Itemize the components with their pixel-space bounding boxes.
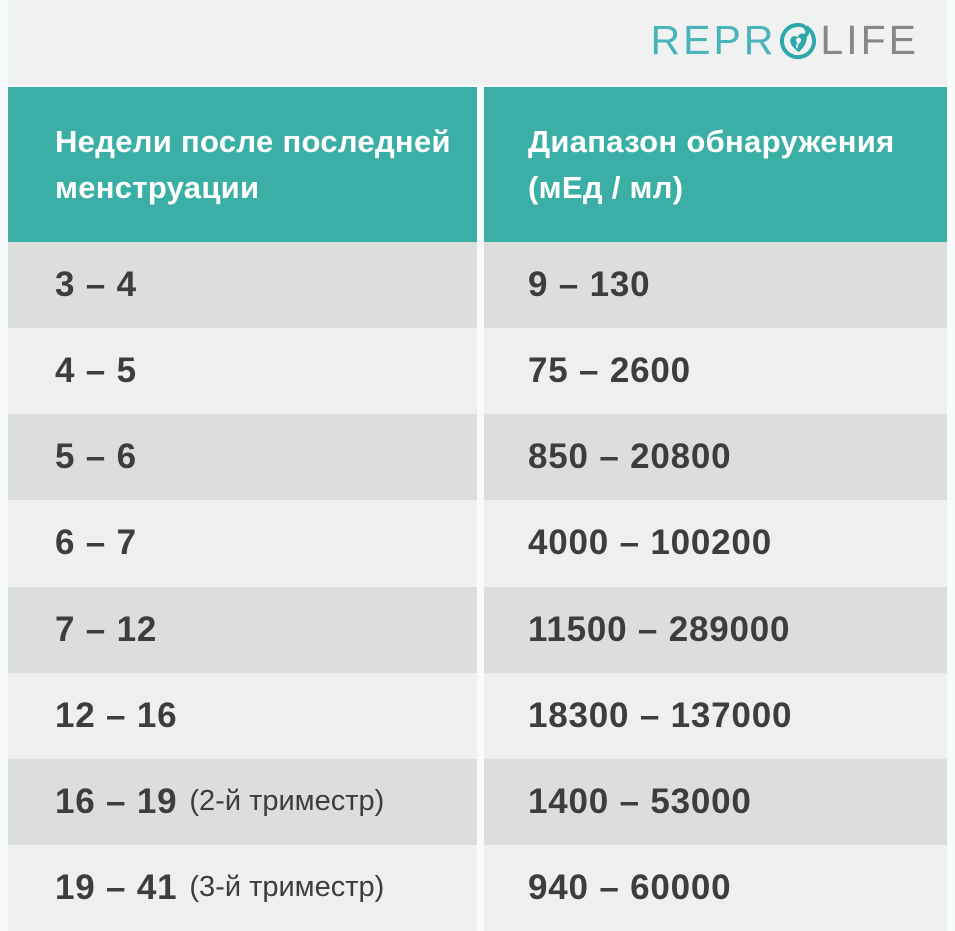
range-value: 940 – 60000 bbox=[528, 867, 732, 907]
weeks-value: 6 – 7 bbox=[55, 523, 137, 563]
weeks-cell bbox=[8, 242, 477, 328]
range-cell bbox=[484, 328, 947, 414]
weeks-cell bbox=[8, 845, 477, 931]
range-value: 4000 – 100200 bbox=[528, 523, 772, 563]
range-value: 18300 – 137000 bbox=[528, 695, 793, 735]
column-divider bbox=[477, 414, 484, 500]
weeks-cell bbox=[8, 328, 477, 414]
header-bar bbox=[8, 0, 947, 85]
weeks-value: 5 – 6 bbox=[55, 437, 137, 477]
weeks-value: 3 – 4 bbox=[55, 265, 137, 305]
table-row bbox=[8, 673, 947, 759]
logo-text-repro: REPR bbox=[650, 16, 777, 63]
weeks-cell bbox=[8, 414, 477, 500]
weeks-cell bbox=[8, 759, 477, 845]
range-cell bbox=[484, 673, 947, 759]
column-divider bbox=[477, 500, 484, 586]
weeks-value: 4 – 5 bbox=[55, 351, 137, 391]
table-header-row bbox=[8, 87, 947, 242]
column-header-weeks bbox=[8, 87, 477, 242]
weeks-cell bbox=[8, 587, 477, 673]
range-value: 9 – 130 bbox=[528, 265, 651, 305]
weeks-value: 16 – 19 bbox=[55, 781, 178, 821]
range-cell bbox=[484, 845, 947, 931]
range-value: 850 – 20800 bbox=[528, 437, 732, 477]
column-divider bbox=[477, 87, 484, 242]
range-value: 11500 – 289000 bbox=[528, 609, 791, 649]
table-row bbox=[8, 500, 947, 586]
range-cell bbox=[484, 414, 947, 500]
column-header-range-line1: Диапазон обнаружения bbox=[528, 123, 895, 159]
embryo-heart-icon bbox=[777, 19, 819, 61]
range-value: 75 – 2600 bbox=[528, 351, 691, 391]
content-canvas bbox=[8, 0, 947, 931]
column-header-weeks-line2: менструации bbox=[55, 169, 260, 205]
table-row bbox=[8, 845, 947, 931]
weeks-value: 19 – 41 bbox=[55, 867, 178, 907]
weeks-note: (2-й триместр) bbox=[189, 785, 385, 818]
weeks-cell bbox=[8, 500, 477, 586]
column-divider bbox=[477, 328, 484, 414]
column-divider bbox=[477, 673, 484, 759]
table-row bbox=[8, 328, 947, 414]
column-divider bbox=[477, 587, 484, 673]
column-header-weeks-line1: Недели после последней bbox=[55, 123, 451, 159]
range-cell bbox=[484, 500, 947, 586]
range-value: 1400 – 53000 bbox=[528, 781, 752, 821]
column-header-range-line2: (мЕд / мл) bbox=[528, 169, 684, 205]
column-divider bbox=[477, 845, 484, 931]
column-divider bbox=[477, 759, 484, 845]
range-cell bbox=[484, 242, 947, 328]
range-cell bbox=[484, 759, 947, 845]
table-row bbox=[8, 242, 947, 328]
weeks-note: (3-й триместр) bbox=[189, 871, 385, 904]
weeks-cell bbox=[8, 673, 477, 759]
table-row bbox=[8, 587, 947, 673]
table-body bbox=[8, 242, 947, 931]
logo-text-life: LIFE bbox=[820, 16, 919, 63]
logo bbox=[650, 17, 919, 63]
range-cell bbox=[484, 587, 947, 673]
weeks-value: 12 – 16 bbox=[55, 695, 178, 735]
column-divider bbox=[477, 242, 484, 328]
column-header-range bbox=[484, 87, 947, 242]
table-row bbox=[8, 414, 947, 500]
weeks-value: 7 – 12 bbox=[55, 609, 158, 649]
table-row bbox=[8, 759, 947, 845]
